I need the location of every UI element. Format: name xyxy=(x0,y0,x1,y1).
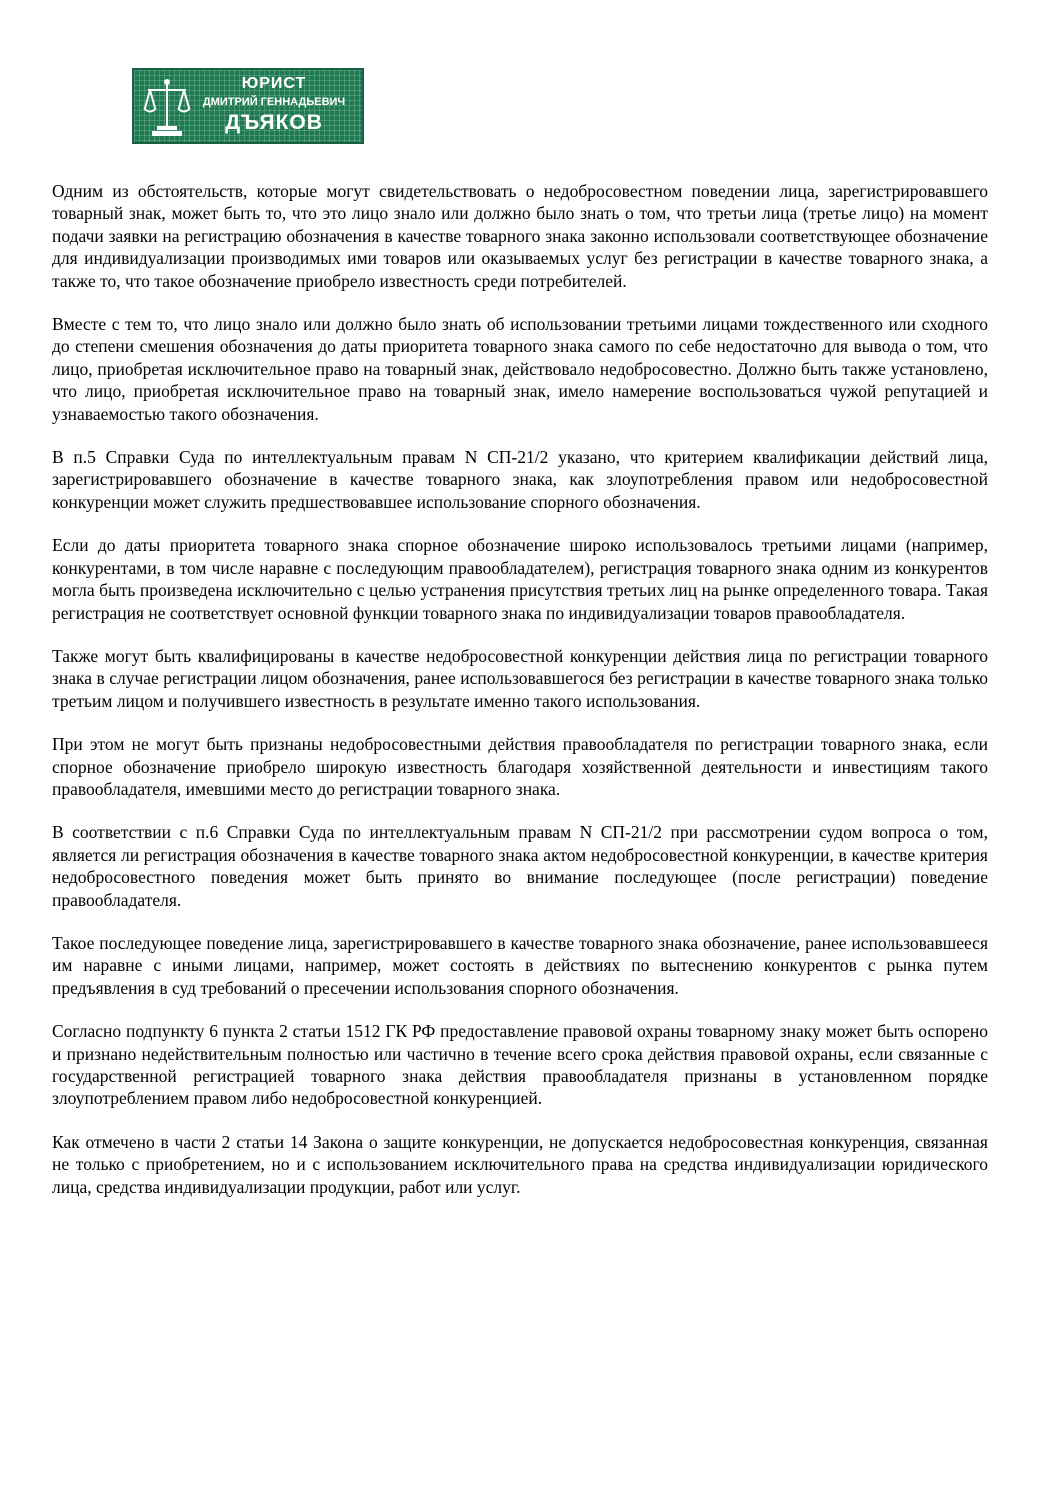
paragraph: Также могут быть квалифицированы в качестве недобросовестной конкуренции действия лица по регистрации товарного знака в случае регистрации лицом обозначения, ранее использовавшегося без регистрации в качестве товарного знака только третьим лицом и получившего известность в результате именно такого использования. xyxy=(52,645,988,711)
paragraph: Согласно подпункту 6 пункта 2 статьи 1512 ГК РФ предоставление правовой охраны товарному знаку может быть оспорено и признано недействительным полностью или частично в течение всего срока действия правовой охраны, если связанные с государственной регистрацией товарного знака действия правообладателя признаны в установленном порядке злоупотреблением правом либо недобросовестной конкуренцией. xyxy=(52,1021,988,1109)
scales-of-justice-icon xyxy=(142,76,192,138)
paragraph: Такое последующее поведение лица, зарегистрировавшего в качестве товарного знака обозначение, ранее использовавшееся им наравне с иными лицами, например, может состоять в действиях по вытеснению конкурентов с рынка путем предъявления в суд требований о пресечении использования спорного обозначения. xyxy=(52,932,988,998)
paragraph: Как отмечено в части 2 статьи 14 Закона о защите конкуренции, не допускается недобросовестная конкуренция, связанная не только с приобретением, но и с использованием исключительного права на средства индивидуализации юридического лица, средства индивидуализации продукции, работ или услуг. xyxy=(52,1131,988,1197)
document-body xyxy=(52,180,988,1219)
logo-name: ДМИТРИЙ ГЕННАДЬЕВИЧ xyxy=(202,96,346,108)
paragraph: В п.5 Справки Суда по интеллектуальным правам N СП-21/2 указано, что критерием квалификации действий лица, зарегистрировавшего обозначение в качестве товарного знака, как злоупотребления правом или недобросовестной конкуренции может служить предшествовавшее использование спорного обозначения. xyxy=(52,447,988,512)
paragraph: Вместе с тем то, что лицо знало или должно было знать об использовании третьими лицами тождественного или сходного до степени смешения обозначения до даты приоритета товарного знака самого по себе недостаточно для вывода о том, что лицо, приобретая исключительное право на товарный знак, действовало недобросовестно. Должно быть также установлено, что лицо, приобретая исключительное право на товарный знак, имело намерение воспользоваться чужой репутацией и узнаваемостью такого обозначения. xyxy=(52,314,988,424)
paragraph: Одним из обстоятельств, которые могут свидетельствовать о недобросовестном поведении лица, зарегистрировавшего товарный знак, может быть то, что это лицо знало или должно было знать о том, что третьи лица (третье лицо) на момент подачи заявки на регистрацию обозначения в качестве товарного знака законно использовали соответствующее обозначение для индивидуализации производимых ими товаров или оказываемых услуг без регистрации в качестве товарного знака, а также то, что такое обозначение приобрело известность среди потребителей. xyxy=(52,181,988,291)
logo-surname: ДЪЯКОВ xyxy=(225,111,323,134)
lawyer-logo xyxy=(132,68,364,144)
logo-title: ЮРИСТ xyxy=(241,75,307,92)
logo-text xyxy=(190,74,358,136)
paragraph: При этом не могут быть признаны недобросовестными действия правообладателя по регистрации товарного знака, если спорное обозначение приобрело широкую известность благодаря хозяйственной деятельности и инвестициям такого правообладателя, имевшими место до регистрации товарного знака. xyxy=(52,734,988,799)
paragraph: Если до даты приоритета товарного знака спорное обозначение широко использовалось третьими лицами (например, конкурентами, в том числе наравне с последующим правообладателем), регистрация товарного знака одним из конкурентов могла быть произведена исключительно с целью устранения присутствия третьих лиц на рынке определенного товара. Такая регистрация не соответствует основной функции товарного знака по индивидуализации товаров правообладателя. xyxy=(52,535,988,623)
paragraph: В соответствии с п.6 Справки Суда по интеллектуальным правам N СП-21/2 при рассмотрении судом вопроса о том, является ли регистрация обозначения в качестве товарного знака актом недобросовестной конкуренции, в качестве критерия недобросовестного поведения может быть принято во внимание последующее (после регистрации) поведение правообладателя. xyxy=(52,822,988,910)
